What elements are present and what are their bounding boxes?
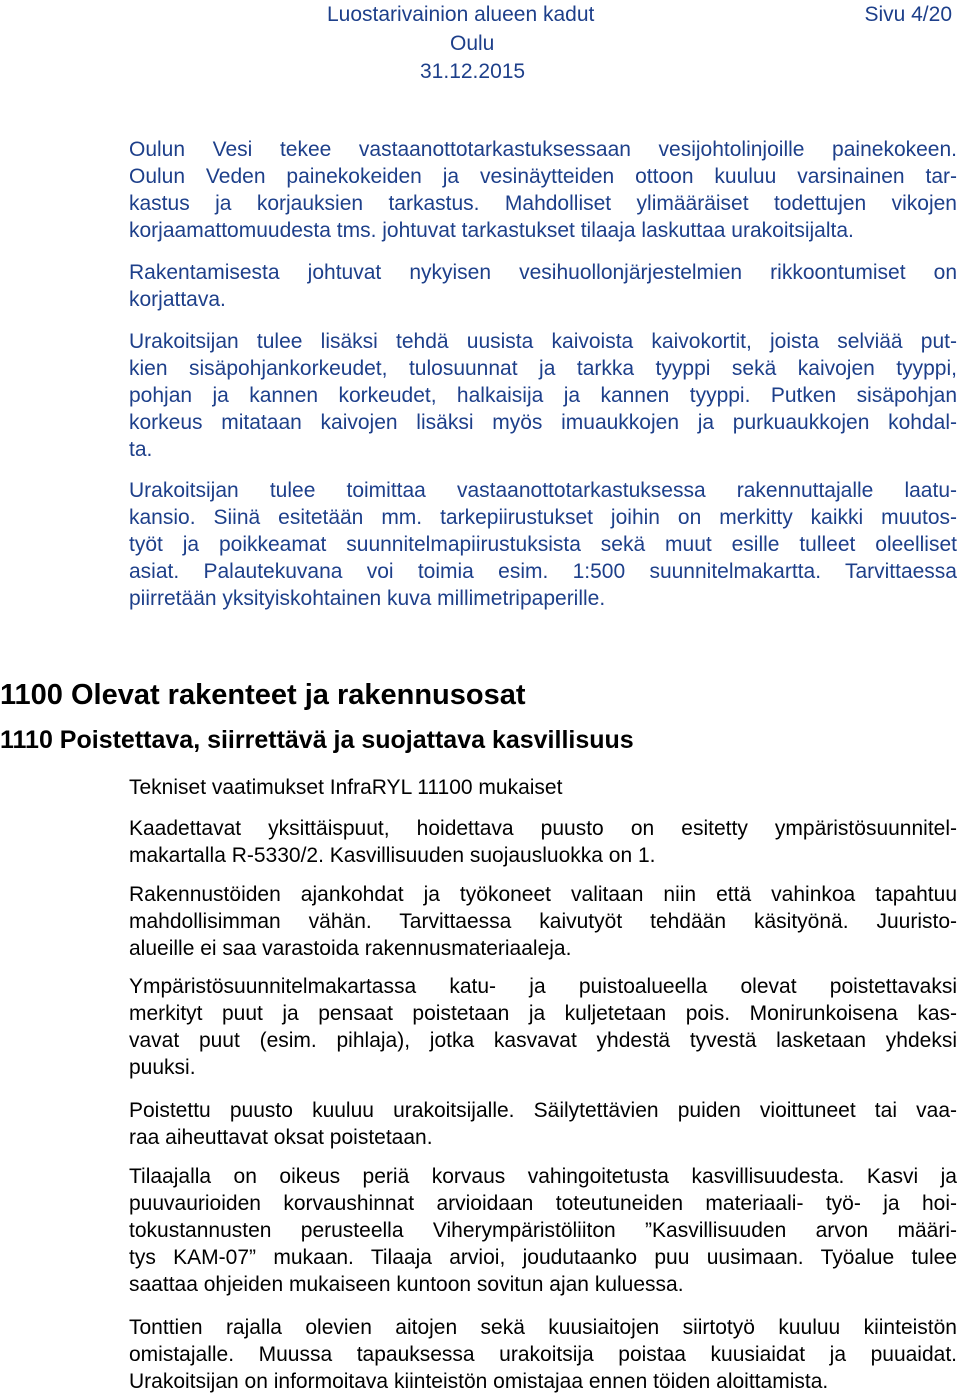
text-line: tys KAM-07” mukaan. Tilaaja arvioi, joudutaanko puu uusimaan. Työalue tulee: [129, 1246, 957, 1269]
paragraph-damage-repair: [129, 259, 957, 313]
text-line: saattaa ohjeiden mukaiseen kuntoon sovitun ajan kuluessa.: [129, 1273, 684, 1296]
paragraph-well-cards: [129, 328, 957, 463]
text-line: Tonttien rajalla olevien aitojen sekä kuusiaitojen siirtotyö kuuluu kiinteistön: [129, 1316, 957, 1339]
text-line: puuvaurioiden korvaushinnat arvioidaan toteutuneiden materiaali- työ- ja hoi-: [129, 1192, 957, 1215]
page-header: [0, 0, 960, 90]
text-line: mahdollisimman vähän. Tarvittaessa kaivutyöt tehdään käsityönä. Juuristo-: [129, 910, 957, 933]
paragraph-machinery: [129, 881, 957, 962]
text-line: pohjan ja kannen korkeudet, halkaisija ja kannen tyyppi. Putken sisäpohjan: [129, 384, 957, 407]
text-line: Ympäristösuunnitelmakartassa katu- ja puistoalueella olevat poistettavaksi: [129, 975, 957, 998]
text-line: Oulun Veden painekokeiden ja vesinäytteiden ottoon kuuluu varsinainen tar-: [129, 165, 957, 188]
text-line: asiat. Palautekuvana voi toimia esim. 1:500 suunnitelmakartta. Tarvittaessa: [129, 560, 957, 583]
text-line: Tekniset vaatimukset InfraRYL 11100 mukaiset: [129, 776, 563, 799]
text-line: Rakennustöiden ajankohdat ja työkoneet valitaan niin että vahinkoa tapahtuu: [129, 883, 957, 906]
text-line: ta.: [129, 438, 153, 461]
paragraph-quality-folder: [129, 477, 957, 612]
text-line: omistajalle. Muussa tapauksessa urakoitsija poistaa kuusiaidat ja puuaidat.: [129, 1343, 957, 1366]
text-line: makartalla R-5330/2. Kasvillisuuden suojausluokka on 1.: [129, 844, 656, 867]
text-line: raa aiheuttavat oksat poistetaan.: [129, 1126, 433, 1149]
text-line: alueille ei saa varastoida rakennusmateriaaleja.: [129, 937, 572, 960]
text-line: korjattava.: [129, 288, 226, 311]
section-heading: 1100 Olevat rakenteet ja rakennusosat: [0, 679, 526, 711]
text-line: Oulun Vesi tekee vastaanottotarkastuksessaan vesijohtolinjoille painekokeen.: [129, 138, 957, 161]
paragraph-removed-timber: [129, 1097, 957, 1151]
paragraph-fences: [129, 1314, 957, 1395]
text-line: Urakoitsijan tulee toimittaa vastaanottotarkastuksessa rakennuttajalle laatu-: [129, 479, 957, 502]
text-line: tokustannusten perusteella Viherympäristöliiton ”Kasvillisuuden arvon määri-: [129, 1219, 957, 1242]
text-line: korkeus mitataan kaivojen lisäksi myös imuaukkojen ja purkuaukkojen kohdal-: [129, 411, 957, 434]
text-line: piirretään yksityiskohtainen kuva millimetripaperille.: [129, 587, 606, 610]
document-date: 31.12.2015: [420, 60, 526, 83]
text-line: Rakentamisesta johtuvat nykyisen vesihuollonjärjestelmien rikkoontumiset on: [129, 261, 957, 284]
paragraph-pressure-test: [129, 136, 957, 244]
paragraph-trees-map: [129, 815, 957, 869]
document-title: Luostarivainion alueen kadut: [327, 3, 595, 26]
subsection-heading: 1110 Poistettava, siirrettävä ja suojattava kasvillisuus: [0, 726, 634, 754]
text-line: puuksi.: [129, 1056, 196, 1079]
text-line: Poistettu puusto kuuluu urakoitsijalle. Säilytettävien puiden vioittuneet tai vaa-: [129, 1099, 957, 1122]
page-number: Sivu 4/20: [864, 3, 952, 26]
text-line: Urakoitsijan tulee lisäksi tehdä uusista kaivoista kaivokortit, joista selviää put-: [129, 330, 957, 353]
text-line: kien sisäpohjankorkeudet, tulosuunnat ja tarkka tyyppi sekä kaivojen tyyppi,: [129, 357, 957, 380]
document-city: Oulu: [450, 32, 495, 55]
text-line: Tilaajalla on oikeus periä korvaus vahingoitetusta kasvillisuudesta. Kasvi ja: [129, 1165, 957, 1188]
text-line: kansio. Siinä esitetään mm. tarkepiirustukset joihin on merkitty kaikki muutos-: [129, 506, 957, 529]
text-line: työt ja poikkeamat suunnitelmapiirustuksista sekä muut esille tulleet oleelliset: [129, 533, 957, 556]
paragraph-removal: [129, 973, 957, 1081]
paragraph-compensation: [129, 1163, 957, 1298]
text-line: korjaamattomuudesta tms. johtuvat tarkastukset tilaaja laskuttaa urakoitsijalta.: [129, 219, 854, 242]
text-line: kastus ja korjauksien tarkastus. Mahdolliset ylimääräiset todettujen vikojen: [129, 192, 957, 215]
text-line: Urakoitsijan on informoitava kiinteistön omistajaa ennen töiden aloittamista.: [129, 1370, 829, 1393]
text-line: vavat puut (esim. pihlaja), jotka kasvavat yhdestä tyvestä lasketaan yhdeksi: [129, 1029, 957, 1052]
paragraph-requirements: [129, 774, 957, 801]
text-line: merkityt puut ja pensaat poistetaan ja kuljetetaan pois. Monirunkoisena kas-: [129, 1002, 957, 1025]
text-line: Kaadettavat yksittäispuut, hoidettava puusto on esitetty ympäristösuunnitel-: [129, 817, 957, 840]
